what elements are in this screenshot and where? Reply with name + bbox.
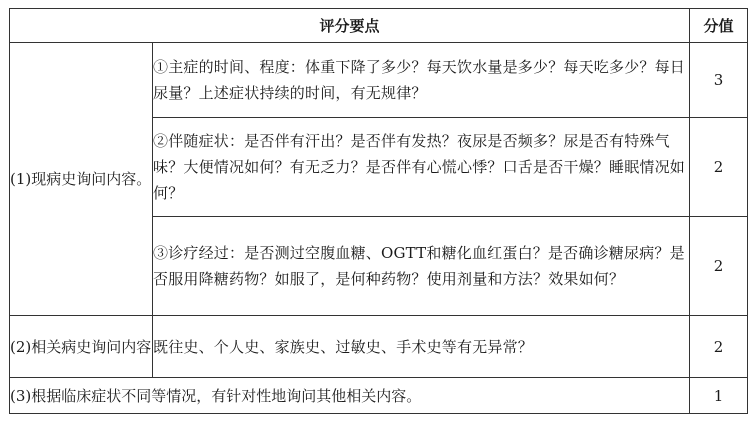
category-cell: (2)相关病史询问内容 <box>10 316 153 378</box>
header-row <box>10 9 748 43</box>
summary-cell: (3)根据临床症状不同等情况，有针对性地询问其他相关内容。 <box>10 378 690 414</box>
scoring-table <box>9 8 748 414</box>
content-cell: ③诊疗经过：是否测过空腹血糖、OGTT和糖化血红蛋白？是否确诊糖尿病？是否服用降糖药物？如服了，是何种药物？使用剂量和方法？效果如何？ <box>153 217 690 316</box>
score-cell: 2 <box>690 316 748 378</box>
content-cell: 既往史、个人史、家族史、过敏史、手术史等有无异常？ <box>153 316 690 378</box>
score-cell: 3 <box>690 43 748 118</box>
content-cell: ②伴随症状：是否伴有汗出？是否伴有发热？夜尿是否频多？尿是否有特殊气味？大便情况如何？有无乏力？是否伴有心慌心悸？口舌是否干燥？睡眠情况如何？ <box>153 118 690 217</box>
score-header: 分值 <box>690 9 748 43</box>
points-header: 评分要点 <box>10 9 690 43</box>
score-cell: 2 <box>690 118 748 217</box>
table-row <box>10 316 748 378</box>
table-row <box>10 378 748 414</box>
category-cell: (1)现病史询问内容。 <box>10 43 153 316</box>
table-row <box>10 43 748 118</box>
content-cell: ①主症的时间、程度：体重下降了多少？每天饮水量是多少？每天吃多少？每日尿量？上述症状持续的时间，有无规律？ <box>153 43 690 118</box>
score-cell: 1 <box>690 378 748 414</box>
score-cell: 2 <box>690 217 748 316</box>
